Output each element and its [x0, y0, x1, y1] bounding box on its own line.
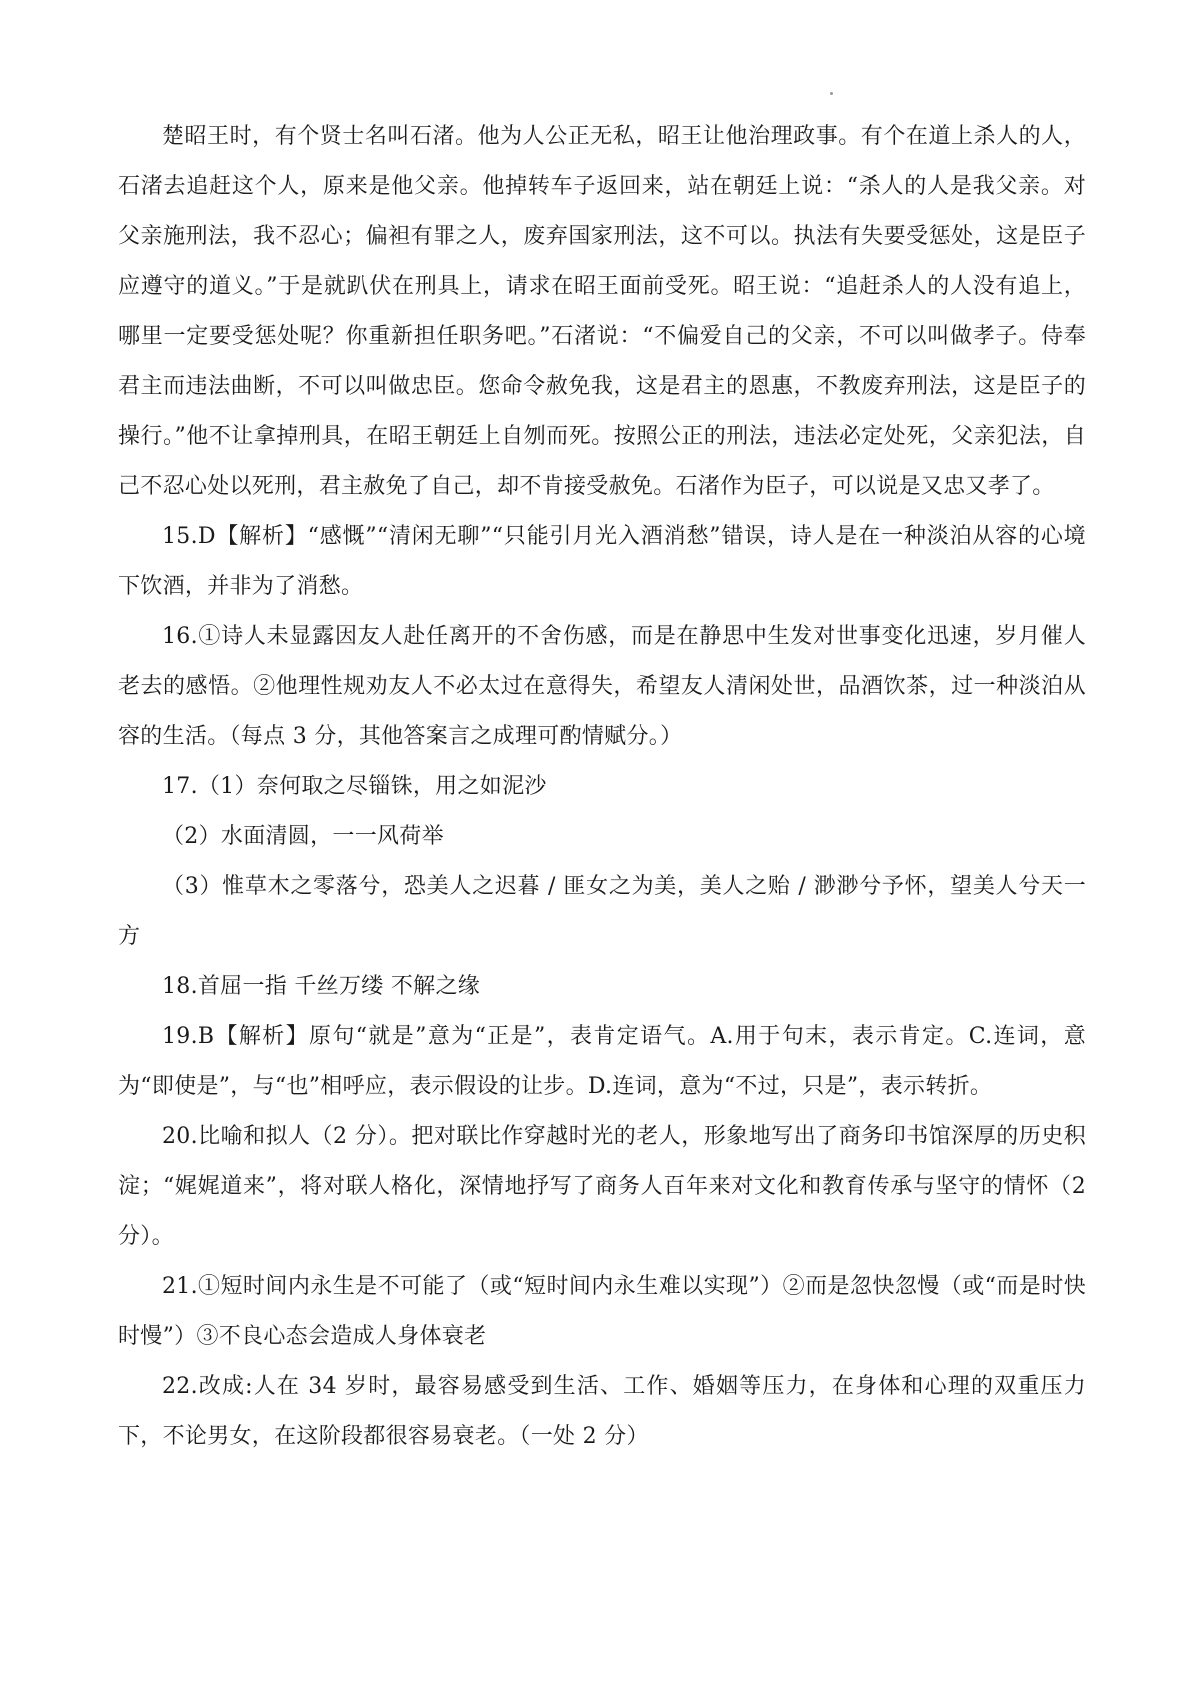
answer-15: 15.D【解析】“感慨”“清闲无聊”“只能引月光入酒消愁”错误，诗人是在一种淡泊从容的心境下饮酒，并非为了消愁。 — [118, 524, 1086, 599]
answer-21: 21.①短时间内永生是不可能了（或“短时间内永生难以实现”）②而是忽快忽慢（或“而是时快时慢”）③不良心态会造成人身体衰老 — [118, 1274, 1086, 1349]
answer-20: 20.比喻和拟人（2 分）。把对联比作穿越时光的老人，形象地写出了商务印书馆深厚的历史积淀；“娓娓道来”，将对联人格化，深情地抒写了商务人百年来对文化和教育传承与坚守的情怀（2 分）。 — [118, 1124, 1086, 1249]
scan-dot — [830, 92, 833, 95]
answer-16: 16.①诗人未显露因友人赴任离开的不舍伤感，而是在静思中生发对世事变化迅速，岁月催人老去的感悟。②他理性规劝友人不必太过在意得失，希望友人清闲处世，品酒饮茶，过一种淡泊从容的生活。（每点 3 分，其他答案言之成理可酌情赋分。） — [118, 624, 1086, 749]
answer-17-3: （3）惟草木之零落兮，恐美人之迟暮 / 匪女之为美，美人之贻 / 渺渺兮予怀，望美人兮天一方 — [118, 874, 1086, 949]
translation-paragraph: 楚昭王时，有个贤士名叫石渚。他为人公正无私，昭王让他治理政事。有个在道上杀人的人，石渚去追赶这个人，原来是他父亲。他掉转车子返回来，站在朝廷上说：“杀人的人是我父亲。对父亲施刑法，我不忍心；偏袒有罪之人，废弃国家刑法，这不可以。执法有失要受惩处，这是臣子应遵守的道义。”于是就趴伏在刑具上，请求在昭王面前受死。昭王说：“追赶杀人的人没有追上，哪里一定要受惩处呢？你重新担任职务吧。”石渚说：“不偏爱自己的父亲，不可以叫做孝子。侍奉君主而违法曲断，不可以叫做忠臣。您命令赦免我，这是君主的恩惠，不教废弃刑法，这是臣子的操行。”他不让拿掉刑具，在昭王朝廷上自刎而死。按照公正的刑法，违法必定处死，父亲犯法，自己不忍心处以死刑，君主赦免了自己，却不肯接受赦免。石渚作为臣子，可以说是又忠又孝了。 — [118, 124, 1086, 499]
answer-22: 22.改成:人在 34 岁时，最容易感受到生活、工作、婚姻等压力，在身体和心理的双重压力下，不论男女，在这阶段都很容易衰老。（一处 2 分） — [118, 1374, 1086, 1449]
answer-19: 19.B【解析】原句“就是”意为“正是”，表肯定语气。A.用于句末，表示肯定。C.连词，意为“即使是”，与“也”相呼应，表示假设的让步。D.连词，意为“不过，只是”，表示转折。 — [118, 1024, 1086, 1099]
answer-17-2: （2）水面清圆，一一风荷举 — [162, 824, 444, 849]
document-page — [118, 112, 1086, 1462]
answer-17-1: 17.（1）奈何取之尽锱铢，用之如泥沙 — [162, 774, 547, 799]
answer-18: 18.首屈一指 千丝万缕 不解之缘 — [162, 974, 481, 999]
